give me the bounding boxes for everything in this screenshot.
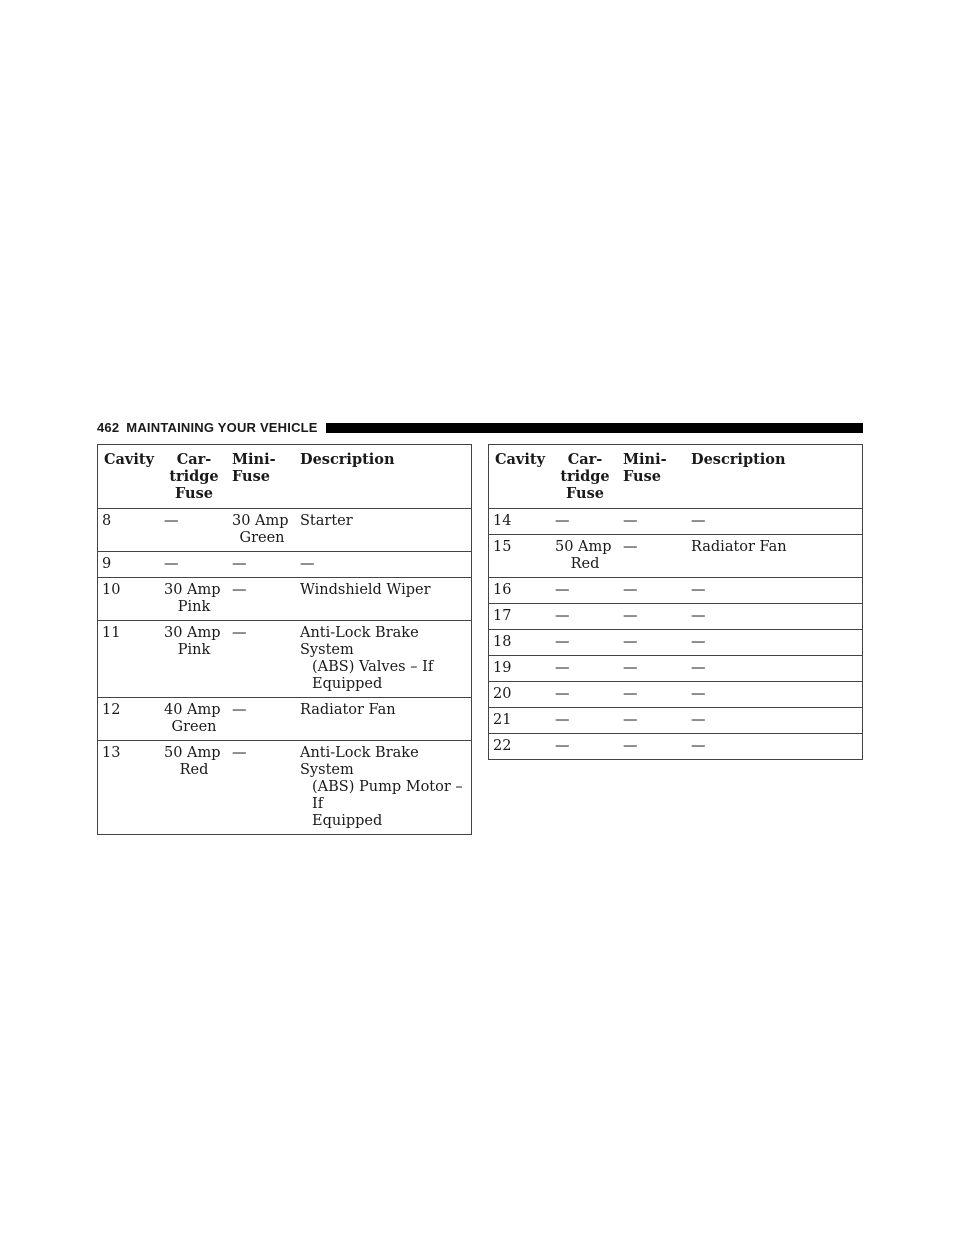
cartridge-line: —	[555, 634, 570, 650]
cell-description	[687, 630, 863, 656]
fuse-table-right	[488, 444, 863, 760]
header-description: Description	[687, 445, 863, 509]
cell-mini	[619, 708, 687, 734]
description-line: —	[691, 712, 706, 728]
cell-cartridge	[160, 509, 228, 552]
description-line: Equipped	[312, 676, 383, 692]
cell-cavity: 22	[489, 734, 552, 760]
header-rule	[326, 423, 863, 433]
mini-line: —	[623, 582, 638, 598]
description-line: —	[691, 660, 706, 676]
cartridge-line: Red	[179, 762, 209, 778]
cell-cartridge	[551, 708, 619, 734]
cell-description	[687, 708, 863, 734]
description-line: Equipped	[312, 813, 383, 829]
description-line: —	[691, 608, 706, 624]
cell-mini	[619, 734, 687, 760]
table-row	[98, 698, 472, 741]
mini-line: —	[623, 539, 638, 555]
cartridge-line: —	[164, 556, 179, 572]
mini-line: —	[623, 608, 638, 624]
header-cavity: Cavity	[489, 445, 552, 509]
table-header-row	[489, 445, 863, 509]
cell-cavity: 14	[489, 509, 552, 535]
mini-line: —	[232, 625, 247, 641]
table-row	[489, 656, 863, 682]
header-cartridge-fuse: Car- tridge Fuse	[160, 445, 228, 509]
cell-description	[296, 698, 472, 741]
cell-cartridge	[160, 552, 228, 578]
cell-cartridge	[551, 630, 619, 656]
cell-description	[687, 578, 863, 604]
cell-cavity: 17	[489, 604, 552, 630]
cell-mini	[619, 656, 687, 682]
cell-cartridge	[551, 734, 619, 760]
cell-description	[687, 509, 863, 535]
cell-mini	[619, 604, 687, 630]
cell-cavity: 11	[98, 621, 161, 698]
table-row	[98, 552, 472, 578]
cell-cavity: 20	[489, 682, 552, 708]
table-row	[489, 708, 863, 734]
cell-mini	[619, 509, 687, 535]
cell-mini	[619, 578, 687, 604]
description-line: —	[300, 556, 315, 572]
table-row	[98, 741, 472, 835]
cell-cavity: 19	[489, 656, 552, 682]
mini-line: —	[623, 634, 638, 650]
table-row	[489, 535, 863, 578]
table-row	[489, 509, 863, 535]
cartridge-line: —	[555, 660, 570, 676]
cell-cartridge	[160, 621, 228, 698]
mini-line: —	[623, 513, 638, 529]
cell-mini	[228, 698, 296, 741]
header-mini-fuse: Mini- Fuse	[228, 445, 296, 509]
cartridge-line: —	[555, 738, 570, 754]
mini-line: —	[232, 582, 247, 598]
cell-mini	[619, 630, 687, 656]
cartridge-line: Pink	[177, 642, 211, 658]
mini-line: —	[232, 745, 247, 761]
fuse-table-left	[97, 444, 472, 835]
cell-cavity: 8	[98, 509, 161, 552]
cartridge-line: Green	[171, 719, 217, 735]
description-line: —	[691, 582, 706, 598]
cell-description	[296, 741, 472, 835]
cell-cartridge	[551, 656, 619, 682]
table-row	[98, 578, 472, 621]
mini-line: —	[623, 738, 638, 754]
cell-mini	[619, 682, 687, 708]
table-header-row	[98, 445, 472, 509]
description-line: —	[691, 634, 706, 650]
cell-mini	[228, 509, 296, 552]
cartridge-line: Pink	[177, 599, 211, 615]
cartridge-line: —	[164, 513, 179, 529]
cell-mini	[228, 578, 296, 621]
description-line: —	[691, 686, 706, 702]
cell-description	[687, 734, 863, 760]
description-line: Anti-Lock Brake System	[300, 625, 419, 658]
description-line: —	[691, 738, 706, 754]
cartridge-line: 40 Amp	[164, 702, 221, 718]
cell-cartridge	[551, 509, 619, 535]
description-line: Anti-Lock Brake System	[300, 745, 419, 778]
page-number: 462	[97, 419, 120, 435]
cartridge-line: —	[555, 686, 570, 702]
header-cartridge-fuse: Car- tridge Fuse	[551, 445, 619, 509]
cell-cavity: 16	[489, 578, 552, 604]
description-line: (ABS) Pump Motor – If	[312, 779, 463, 812]
table-row	[489, 630, 863, 656]
description-line: (ABS) Valves – If	[312, 659, 434, 675]
cell-mini	[619, 535, 687, 578]
cell-cavity: 9	[98, 552, 161, 578]
table-row	[489, 734, 863, 760]
cell-cavity: 10	[98, 578, 161, 621]
cartridge-line: 50 Amp	[555, 539, 612, 555]
cell-description	[296, 578, 472, 621]
cartridge-line: —	[555, 608, 570, 624]
cell-mini	[228, 741, 296, 835]
cell-cartridge	[160, 698, 228, 741]
cell-cavity: 21	[489, 708, 552, 734]
mini-line: —	[232, 702, 247, 718]
table-row	[489, 604, 863, 630]
cartridge-line: —	[555, 712, 570, 728]
table-row	[489, 682, 863, 708]
mini-line: —	[623, 660, 638, 676]
header-cavity: Cavity	[98, 445, 161, 509]
description-line: Radiator Fan	[300, 702, 396, 718]
section-title: MAINTAINING YOUR VEHICLE	[126, 419, 318, 435]
cell-description	[687, 682, 863, 708]
cell-cartridge	[551, 578, 619, 604]
cartridge-line: 50 Amp	[164, 745, 221, 761]
table-body	[489, 509, 863, 760]
cell-cartridge	[551, 535, 619, 578]
mini-line: —	[623, 712, 638, 728]
cell-description	[687, 604, 863, 630]
table-body	[98, 509, 472, 835]
cell-cavity: 12	[98, 698, 161, 741]
table-row	[98, 621, 472, 698]
cell-cavity: 15	[489, 535, 552, 578]
cell-description	[687, 535, 863, 578]
mini-line: Green	[239, 530, 285, 546]
mini-line: —	[623, 686, 638, 702]
cell-cavity: 18	[489, 630, 552, 656]
cartridge-line: 30 Amp	[164, 582, 221, 598]
header-mini-fuse: Mini- Fuse	[619, 445, 687, 509]
cartridge-line: —	[555, 582, 570, 598]
description-line: —	[691, 513, 706, 529]
cell-description	[296, 552, 472, 578]
cell-cartridge	[160, 741, 228, 835]
cartridge-line: —	[555, 513, 570, 529]
cell-mini	[228, 552, 296, 578]
cartridge-line: Red	[570, 556, 600, 572]
cell-mini	[228, 621, 296, 698]
description-line: Radiator Fan	[691, 539, 787, 555]
description-line: Windshield Wiper	[300, 582, 431, 598]
description-line: Starter	[300, 513, 353, 529]
cell-cartridge	[160, 578, 228, 621]
cell-cartridge	[551, 682, 619, 708]
cartridge-line: 30 Amp	[164, 625, 221, 641]
mini-line: 30 Amp	[232, 513, 289, 529]
header-description: Description	[296, 445, 472, 509]
table-row	[98, 509, 472, 552]
cell-description	[296, 621, 472, 698]
page-header	[97, 418, 863, 436]
cell-description	[296, 509, 472, 552]
cell-cavity: 13	[98, 741, 161, 835]
cell-description	[687, 656, 863, 682]
cell-cartridge	[551, 604, 619, 630]
table-row	[489, 578, 863, 604]
mini-line: —	[232, 556, 247, 572]
